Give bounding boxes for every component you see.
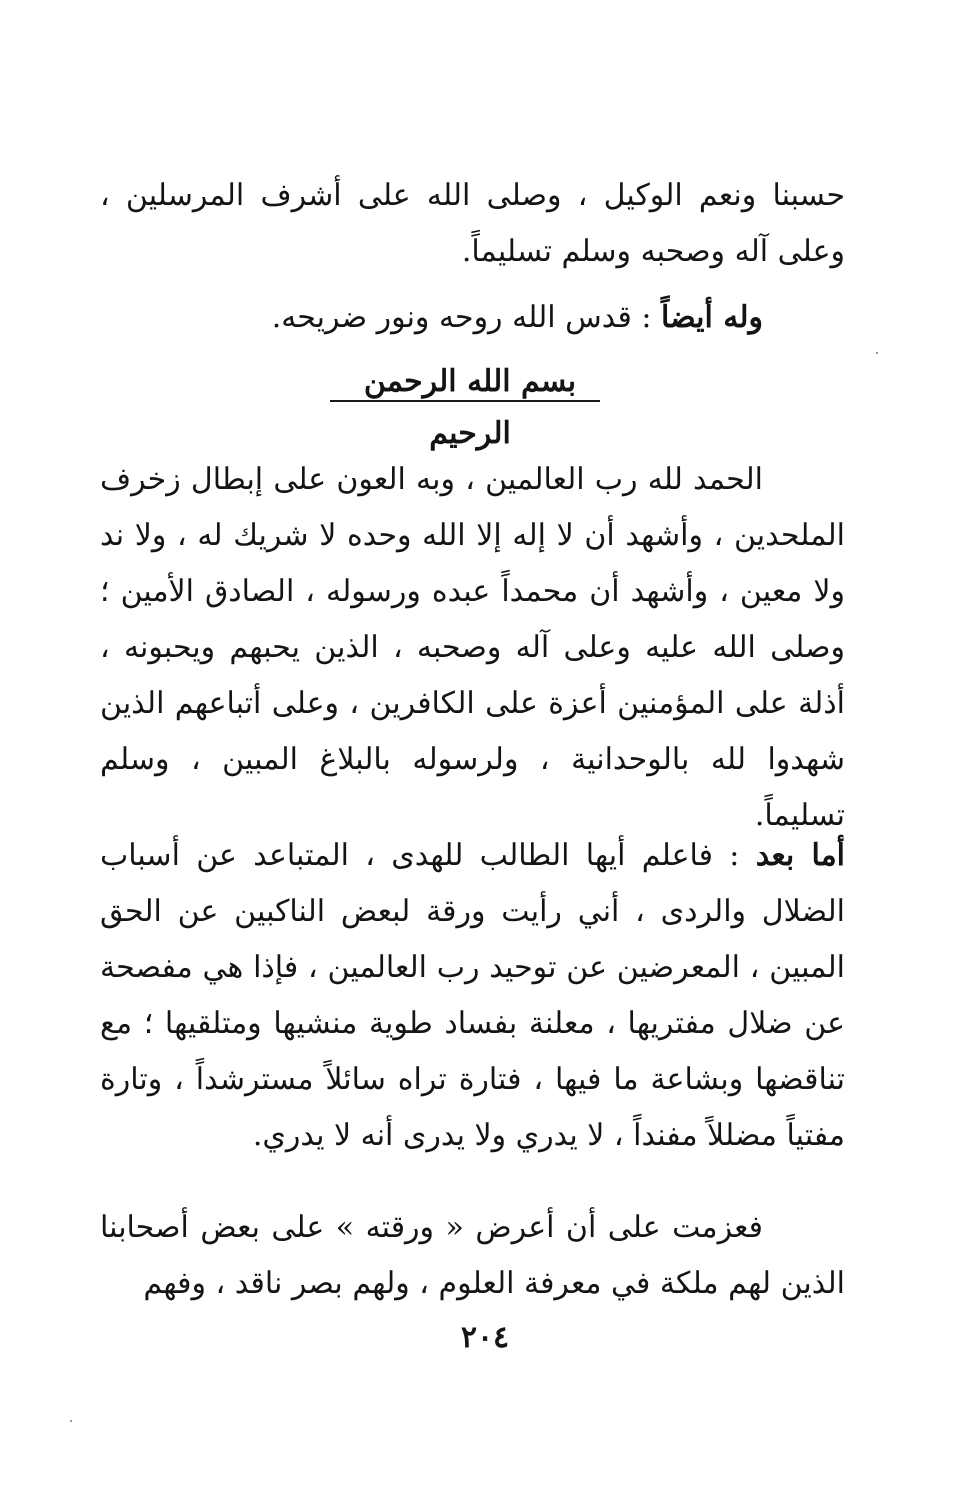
introduction-text: : فاعلم أيها الطالب للهدى ، المتباعد عن أسباب الضلال والردى ، أني رأيت ورقة لبعض الناكبين عن الحق المبين ، المعرضين عن توحيد رب العالمين ، فإذا هي مفصحة عن ضلال مفتريها ، معلنة بفساد طوية منشيها ومتلقيها ؛ مع تناقضها وبشاعة ما فيها ، فتارة تراه سائلاً مسترشداً ، وتارة مفتياً مضللاً مفنداً ، لا يدري ولا يدرى أنه لا يدري. bbox=[100, 838, 845, 1153]
scan-speck bbox=[70, 1420, 72, 1422]
paragraph-attribution bbox=[100, 290, 845, 346]
attribution-lead: وله أيضاً bbox=[661, 300, 763, 335]
basmala-underline bbox=[330, 400, 600, 402]
attribution-text: : قدس الله روحه ونور ضريحه. bbox=[271, 300, 661, 335]
paragraph-closing-prayer: حسبنا ونعم الوكيل ، وصلى الله على أشرف المرسلين ، وعلى آله وصحبه وسلم تسليماً. bbox=[100, 178, 845, 269]
basmala-calligraphy: بسم الله الرحمن الرحيم bbox=[363, 364, 577, 451]
scan-speck bbox=[876, 352, 878, 354]
introduction-lead: أما بعد bbox=[755, 838, 846, 873]
page-number: ٢٠٤ bbox=[460, 1320, 510, 1355]
paragraph-praise: الحمد لله رب العالمين ، وبه العون على إبطال زخرف الملحدين ، وأشهد أن لا إله إلا الله وحده لا شريك له ، ولا ند ولا معين ، وأشهد أن محمداً عبده ورسوله ، الصادق الأمين ؛ وصلى الله عليه وعلى آله وصحبه ، الذين يحبهم ويحبونه ، أذلة على المؤمنين أعزة على الكافرين ، وعلى أتباعهم الذين شهدوا لله بالوحدانية ، ولرسوله بالبلاغ المبين ، وسلم تسليماً. bbox=[100, 462, 845, 833]
paragraph-introduction bbox=[100, 828, 845, 1164]
paragraph-resolution: فعزمت على أن أعرض « ورقته » على بعض أصحابنا الذين لهم ملكة في معرفة العلوم ، ولهم بصر ناقد ، وفهم bbox=[100, 1210, 845, 1301]
